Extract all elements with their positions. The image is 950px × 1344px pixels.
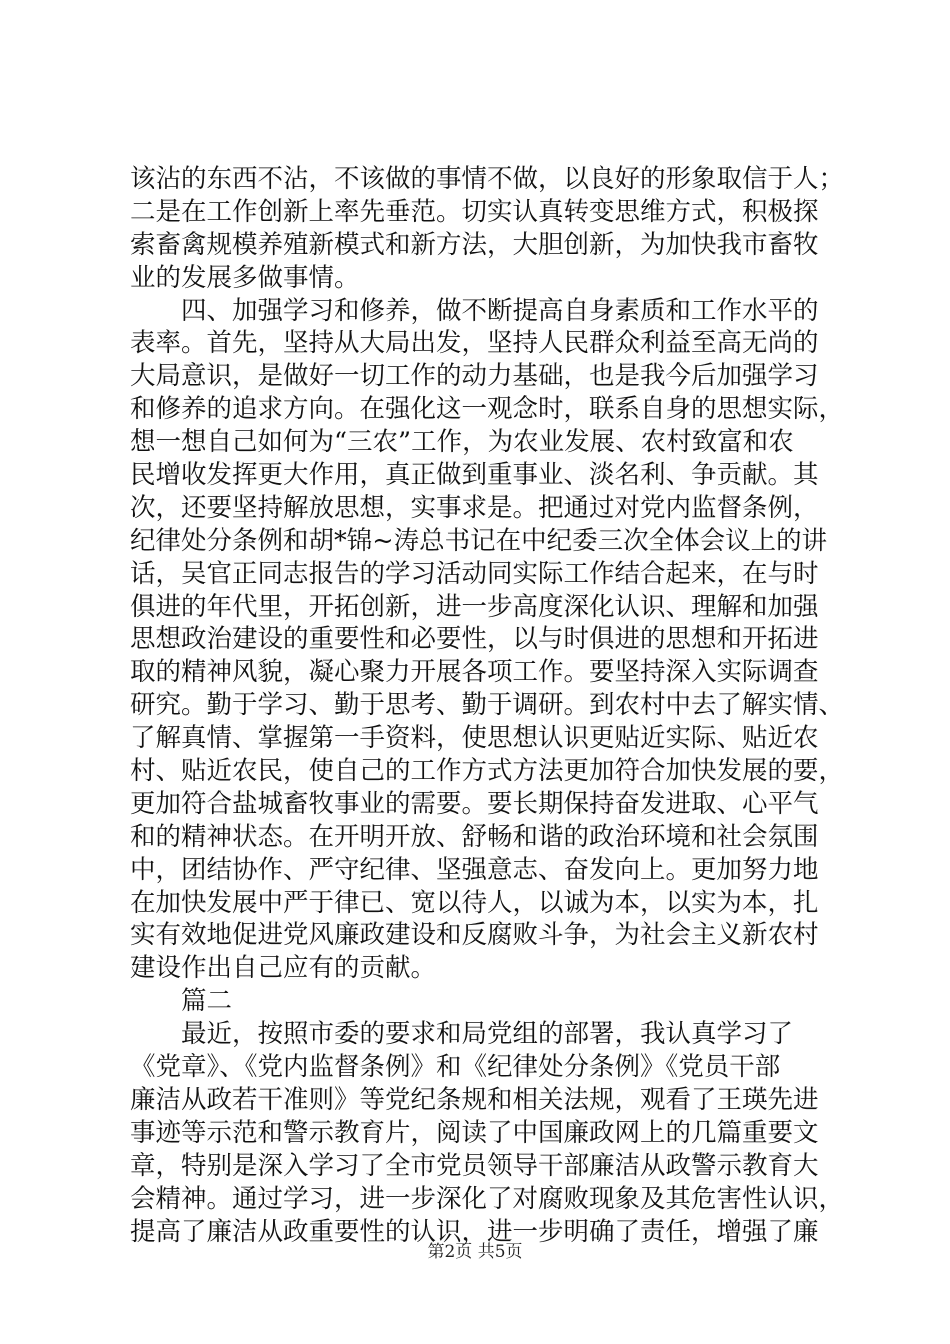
text-line: 二是在工作创新上率先垂范。切实认真转变思维方式，积极探 xyxy=(130,196,819,227)
text-line: 建设作出自己应有的贡献。 xyxy=(130,953,437,984)
text-line: 章，特别是深入学习了全市党员领导干部廉洁从政警示教育大 xyxy=(130,1150,819,1181)
text-line: 村、贴近农民，使自己的工作方式方法更加符合加快发展的要， xyxy=(130,756,845,787)
text-line: 次，还要坚持解放思想，实事求是。把通过对党内监督条例， xyxy=(130,492,819,523)
text-line: 大局意识，是做好一切工作的动力基础，也是我今后加强学习 xyxy=(130,361,819,392)
text-line: 最近，按照市委的要求和局党组的部署，我认真学习了 xyxy=(130,1019,794,1050)
text-line: 更加符合盐城畜牧事业的需要。要长期保持奋发进取、心平气 xyxy=(130,788,819,819)
text-line: 会精神。通过学习，进一步深化了对腐败现象及其危害性认识， xyxy=(130,1183,845,1214)
text-line: 纪律处分条例和胡*锦~涛总书记在中纪委三次全体会议上的讲 xyxy=(130,525,828,556)
text-line: 中，团结协作、严守纪律、坚强意志、奋发向上。更加努力地 xyxy=(130,854,819,885)
body-text xyxy=(130,163,845,1248)
text-line: 研究。勤于学习、勤于思考、勤于调研。到农村中去了解实情、 xyxy=(130,690,845,721)
text-line: 话，吴官正同志报告的学习活动同实际工作结合起来，在与时 xyxy=(130,558,819,589)
text-line: 业的发展多做事情。 xyxy=(130,262,360,293)
text-line: 索畜禽规模养殖新模式和新方法，大胆创新，为加快我市畜牧 xyxy=(130,229,819,260)
text-line: 想一想自己如何为“三农”工作，为农业发展、农村致富和农 xyxy=(130,427,794,458)
text-line: 取的精神风貌，凝心聚力开展各项工作。要坚持深入实际调查 xyxy=(130,657,819,688)
text-line: 俱进的年代里，开拓创新，进一步高度深化认识、理解和加强 xyxy=(130,591,819,622)
text-line: 廉洁从政若干准则》等党纪条规和相关法规，观看了王瑛先进 xyxy=(130,1084,819,1115)
text-line: 和修养的追求方向。在强化这一观念时，联系自身的思想实际， xyxy=(130,394,845,425)
text-line: 了解真情、掌握第一手资料，使思想认识更贴近实际、贴近农 xyxy=(130,723,819,754)
text-line: 民增收发挥更大作用，真正做到重事业、淡名利、争贡献。其 xyxy=(130,460,819,491)
text-line: 实有效地促进党风廉政建设和反腐败斗争，为社会主义新农村 xyxy=(130,920,819,951)
text-line: 和的精神状态。在开明开放、舒畅和谐的政治环境和社会氛围 xyxy=(130,821,819,852)
page-number-footer: 第2页 共5页 xyxy=(427,1242,523,1262)
text-line: 在加快发展中严于律已、宽以待人，以诚为本，以实为本，扎 xyxy=(130,887,819,918)
text-line: 提高了廉洁从政重要性的认识，进一步明确了责任，增强了廉 xyxy=(130,1216,819,1247)
text-line: 表率。首先，坚持从大局出发，坚持人民群众利益至高无尚的 xyxy=(130,328,819,359)
text-line: 思想政治建设的重要性和必要性，以与时俱进的思想和开拓进 xyxy=(130,624,819,655)
text-line: 该沾的东西不沾，不该做的事情不做，以良好的形象取信于人； xyxy=(130,164,845,194)
text-line: 四、加强学习和修养，做不断提高自身素质和工作水平的 xyxy=(130,295,819,326)
section-heading: 篇二 xyxy=(130,986,233,1017)
text-line: 事迹等示范和警示教育片，阅读了中国廉政网上的几篇重要文 xyxy=(130,1117,819,1148)
text-line: 《党章》、《党内监督条例》和《纪律处分条例》《党员干部 xyxy=(130,1052,781,1083)
